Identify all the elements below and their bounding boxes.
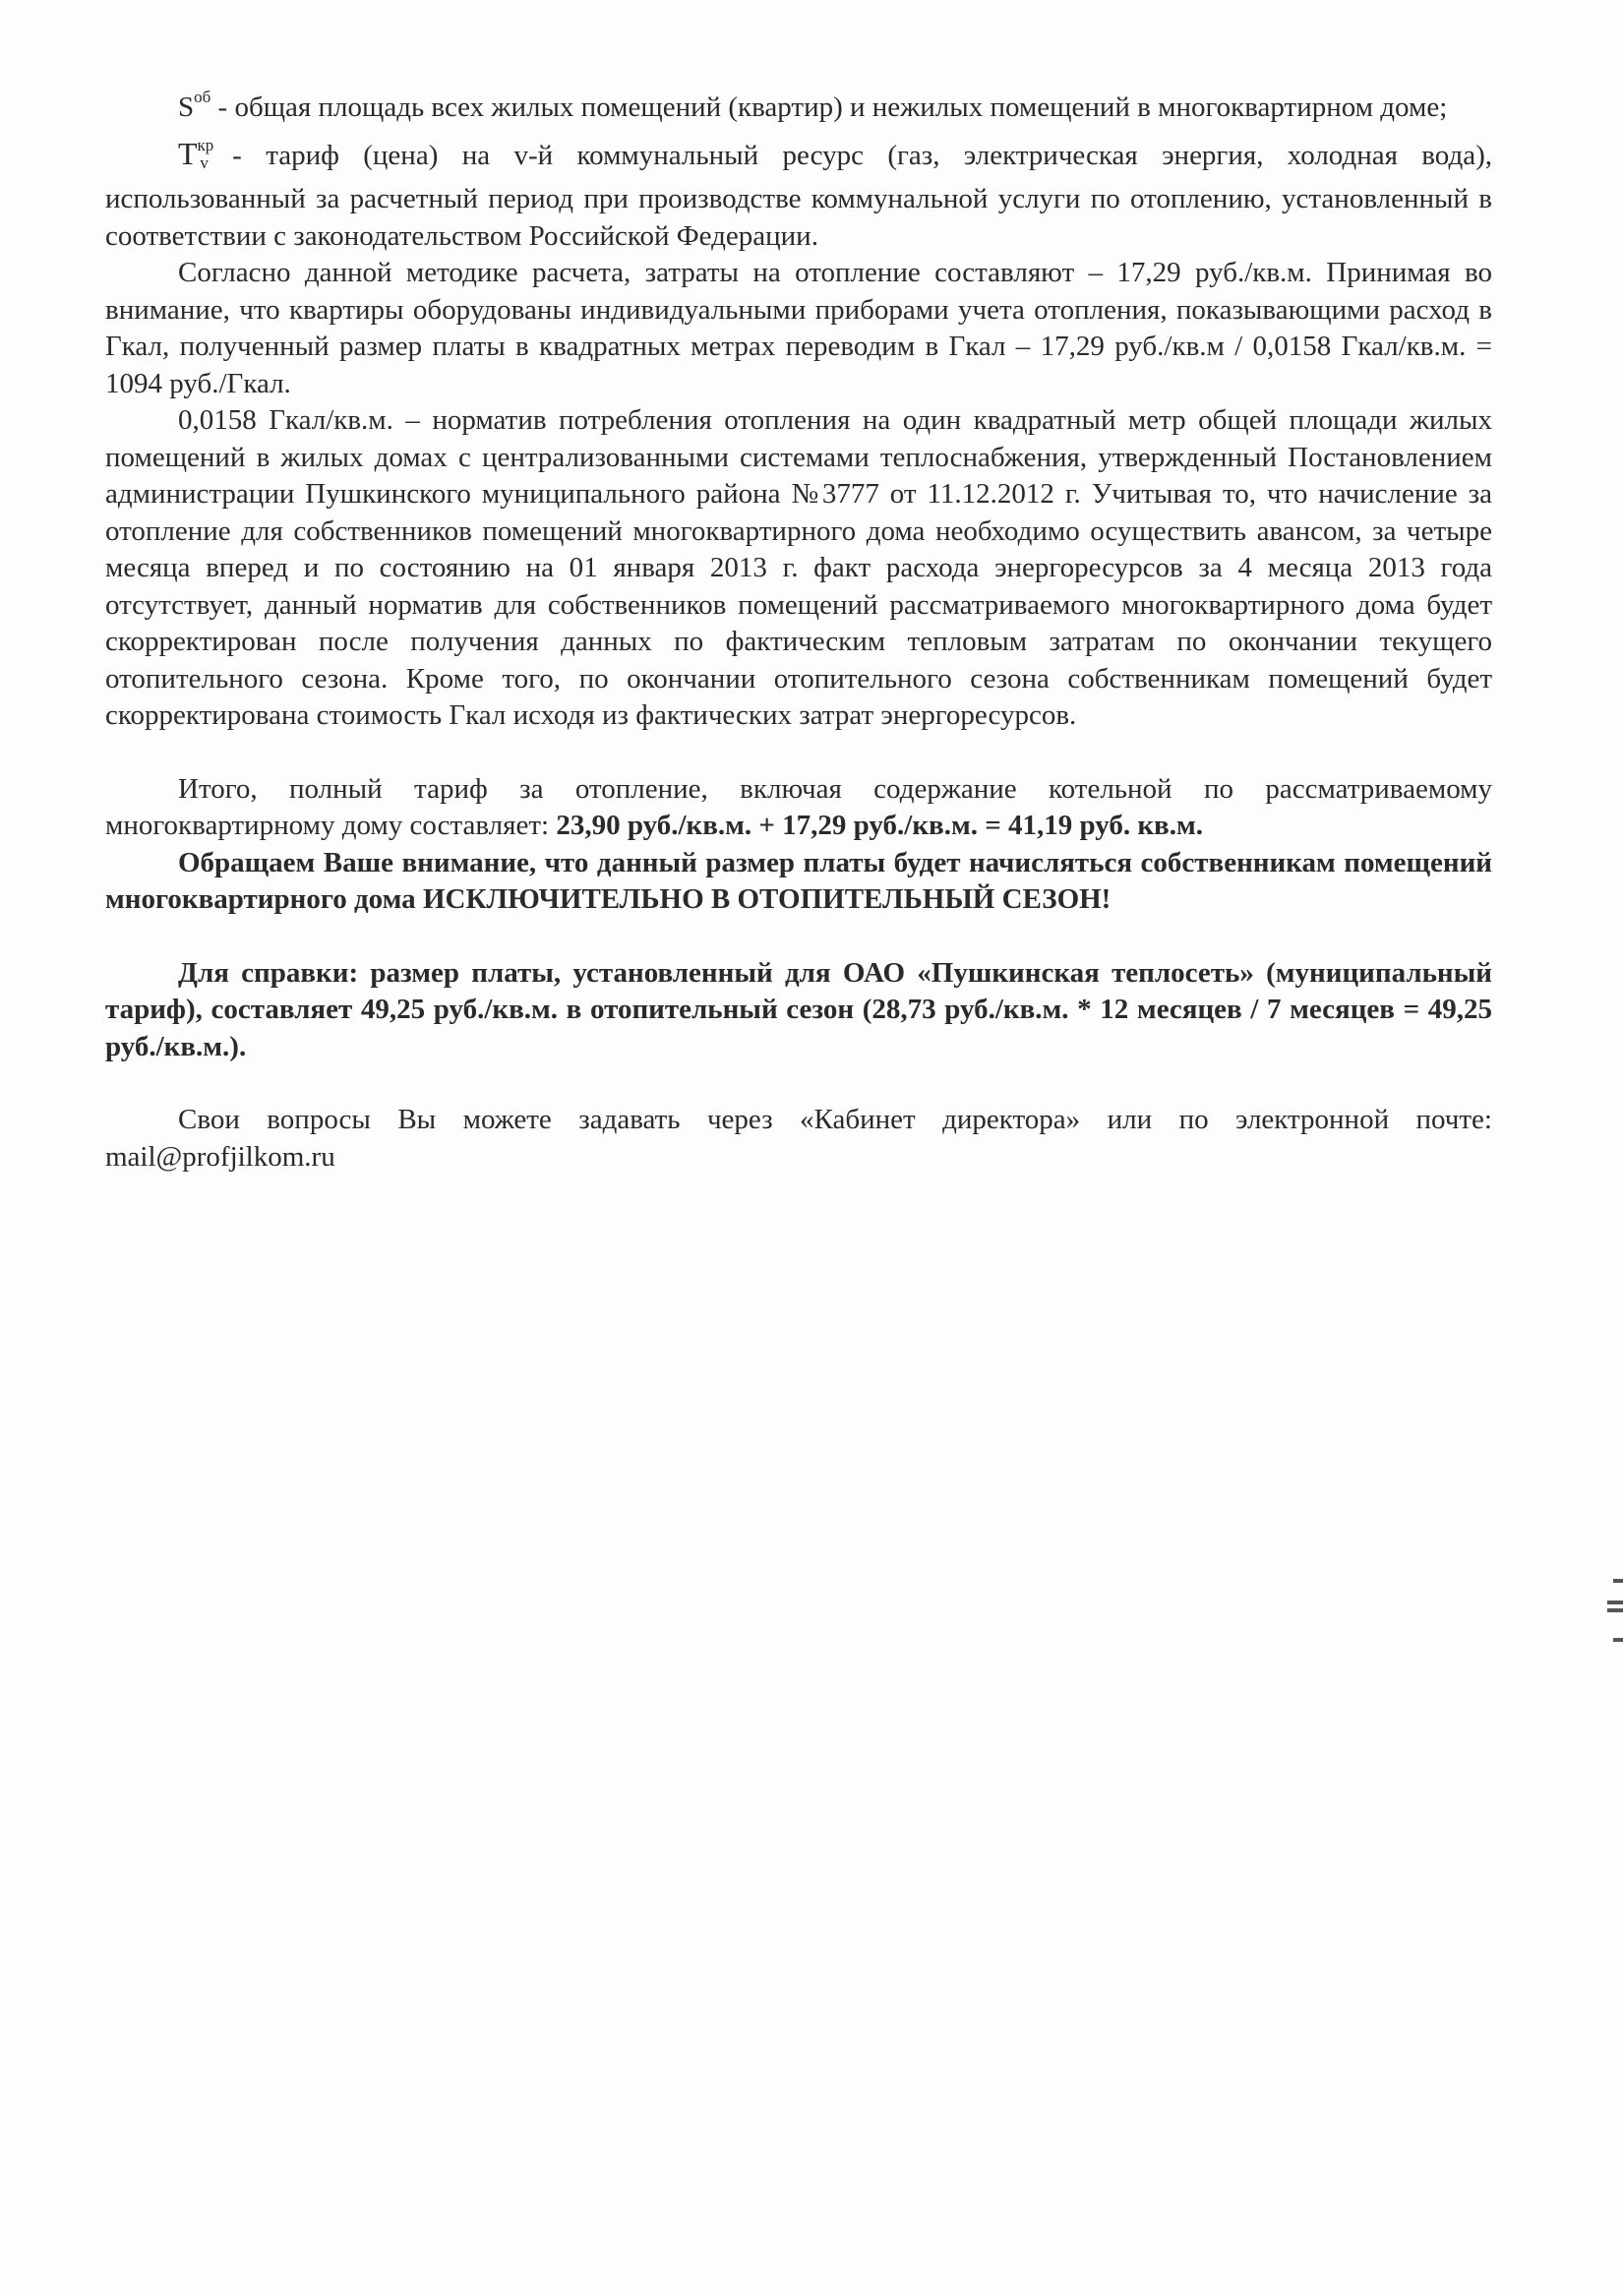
attention-caps: ИСКЛЮЧИТЕЛЬНО В ОТОПИТЕЛЬНЫЙ СЕЗОН!	[422, 883, 1112, 915]
definition-s-text: - общая площадь всех жилых помещений (квартир) и нежилых помещений в многоквартирном доме;	[210, 91, 1448, 123]
symbol-t-superscript: кр	[197, 135, 214, 154]
attention-text: Обращаем Ваше внимание, что данный размер платы будет начисляться собственникам помещений многоквартирного дома	[105, 846, 1492, 915]
document-body	[105, 79, 1492, 1176]
definition-t-kr	[105, 127, 1492, 256]
symbol-t-subscript: v	[200, 152, 209, 172]
scan-edge-marks	[1607, 1579, 1623, 1658]
paragraph-gap	[105, 1065, 1492, 1102]
symbol-s: S	[178, 91, 195, 123]
definition-t-text: - тариф (цена) на v-й коммунальный ресурс (газ, электрическая энергия, холодная вода), использованный за расчетный период при производстве коммунальной услуги по отоплению, установленный в соответствии с законодательством Российской Федерации.	[105, 139, 1492, 252]
definition-s-ob	[105, 79, 1492, 127]
contact-paragraph: Свои вопросы Вы можете задавать через «Кабинет директора» или по электронной почте: mail@profjilkom.ru	[105, 1104, 1492, 1173]
symbol-t: T	[178, 135, 198, 171]
total-tariff-paragraph	[105, 771, 1492, 845]
total-tariff-text: Итого, полный тариф за отопление, включая содержание котельной по рассматриваемому многоквартирному дому составляет:	[105, 772, 1492, 841]
reference-paragraph: Для справки: размер платы, установленный для ОАО «Пушкинская теплосеть» (муниципальный тариф), составляет 49,25 руб./кв.м. в отопительный сезон (28,73 руб./кв.м. * 12 месяцев / 7 месяцев = 49,25 руб./кв.м.).	[105, 956, 1492, 1062]
attention-paragraph	[105, 845, 1492, 919]
symbol-s-superscript: об	[194, 88, 211, 106]
paragraph-gap	[105, 919, 1492, 955]
total-tariff-formula: 23,90 руб./кв.м. + 17,29 руб./кв.м. = 41,19 руб. кв.м.	[556, 810, 1203, 841]
norm-paragraph: 0,0158 Гкал/кв.м. – норматив потребления отопления на один квадратный метр общей площади жилых помещений в жилых домах с централизованными системами теплоснабжения, утвержденный Постановлением администрации Пушкинского муниципального района №3777 от 11.12.2012 г. Учитывая то, что начисление за отопление для собственников помещений многоквартирного дома необходимо осуществить авансом, за четыре месяца вперед и по состоянию на 01 января 2013 г. факт расхода энергоресурсов за 4 месяца 2013 года отсутствует, данный норматив для собственников помещений рассматриваемого многоквартирного дома будет скорректирован после получения данных по фактическим тепловым затратам по окончании текущего отопительного сезона. Кроме того, по окончании отопительного сезона собственникам помещений будет скорректирована стоимость Гкал исходя из фактических затрат энергоресурсов.	[105, 404, 1492, 731]
paragraph-gap	[105, 735, 1492, 771]
calculation-paragraph: Согласно данной методике расчета, затраты на отопление составляют – 17,29 руб./кв.м. Принимая во внимание, что квартиры оборудованы индивидуальными приборами учета отопления, показывающими расход в Гкал, полученный размер платы в квадратных метрах переводим в Гкал – 17,29 руб./кв.м / 0,0158 Гкал/кв.м. = 1094 руб./Гкал.	[105, 257, 1492, 399]
